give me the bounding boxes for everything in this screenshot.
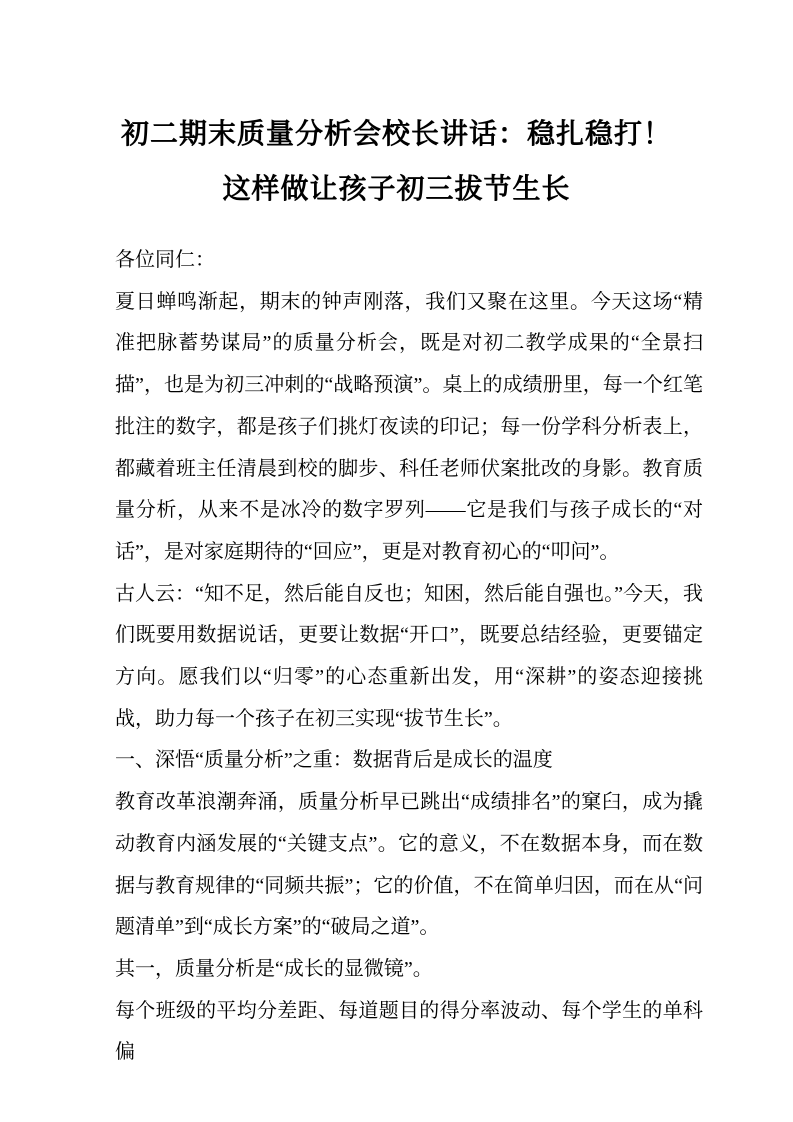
- document-title-line-1: 初二期末质量分析会校长讲话：稳扎稳打！: [120, 119, 672, 150]
- paragraph: 夏日蝉鸣渐起，期末的钟声刚落，我们又聚在这里。今天这场“精准把脉蓄势谋局”的质量分析会，既是对初二教学成果的“全景扫描”，也是为初三冲刺的“战略预演”。桌上的成绩册里，每一个红笔批注的数字，都是孩子们挑灯夜读的印记；每一份学科分析表上，都藏着班主任清晨到校的脚步、科任老师伏案批改的身影。教育质量分析，从来不是冰冷的数字罗列——它是我们与孩子成长的“对话”，是对家庭期待的“回应”，更是对教育初心的“叩问”。: [115, 290, 703, 563]
- document-title: [60, 107, 733, 217]
- paragraph: 教育改革浪潮奔涌，质量分析早已跳出“成绩排名”的窠臼，成为撬动教育内涵发展的“关键支点”。它的意义，不在数据本身，而在数据与教育规律的“同频共振”；它的价值，不在简单归因，而在从“问题清单”到“成长方案”的“破局之道”。: [115, 791, 703, 939]
- paragraph: 每个班级的平均分差距、每道题目的得分率波动、每个学生的单科偏: [115, 999, 703, 1064]
- document-body: [115, 240, 703, 1074]
- paragraph: 其一，质量分析是“成长的显微镜”。: [115, 957, 433, 980]
- paragraph: 古人云：“知不足，然后能自反也；知困，然后能自强也。”今天，我们既要用数据说话，更要让数据“开口”，既要总结经验，更要锚定方向。愿我们以“归零”的心态重新出发，用“深耕”的姿态迎接挑战，助力每一个孩子在初三实现“拔节生长”。: [115, 582, 703, 730]
- salutation: 各位同仁：: [115, 249, 215, 271]
- section-heading: 一、深悟“质量分析”之重：数据背后是成长的温度: [115, 749, 553, 772]
- document-title-line-2: 这样做让孩子初三拔节生长: [222, 174, 571, 205]
